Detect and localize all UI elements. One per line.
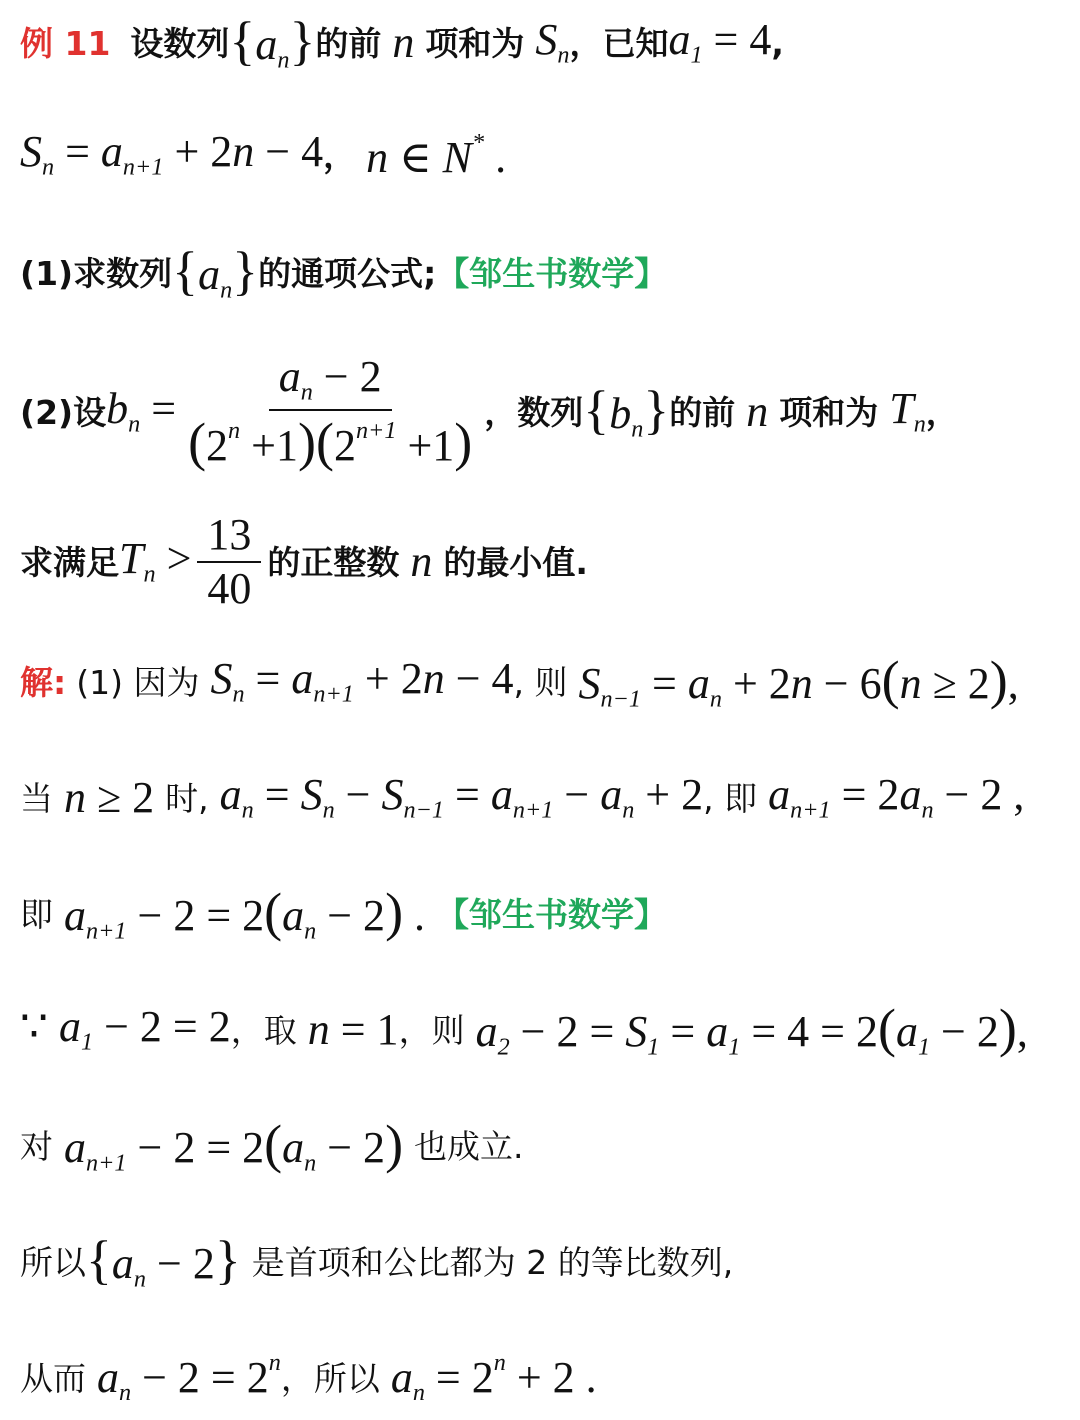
text-2a: ， [323, 135, 357, 175]
math-s5-eq: $a_{n+1} - 2 = 2(a_n - 2)$ [64, 1113, 404, 1177]
math-tn-gt: $T_n$ > [119, 534, 192, 588]
s5-a: 对 [20, 1126, 53, 1166]
math-s7-eq2: $a_n = 2^n + 2$ . [390, 1348, 597, 1407]
q2b-b: 的正整数 [267, 542, 400, 582]
question-2 [20, 352, 1064, 472]
math-s4-n: n = 1 [307, 1005, 399, 1054]
q1-tail: 的通项公式; [258, 253, 437, 293]
example-label: 例 11 [20, 23, 111, 63]
q1-number: (1) [20, 253, 74, 293]
solution-line-7 [20, 1350, 1064, 1406]
s5-b: 也成立. [414, 1126, 524, 1166]
q2-b: 的前 [669, 392, 736, 432]
s6-a: 所以 [20, 1242, 86, 1282]
q2-mid: ，数列 [484, 392, 584, 432]
math-s6-set: $\{a_n - 2\}$ [86, 1229, 241, 1293]
text-1a: 设数列 [130, 23, 230, 63]
math-bn-eq: $b_n$ = [106, 384, 177, 438]
math-recurrence: $S_n = a_{n+1} + 2n - 4$ [20, 127, 324, 181]
watermark-1: 【邹生书数学】 [436, 253, 668, 293]
math-n-q2: n [735, 387, 780, 436]
math-s2-n: n ≥ 2 [64, 773, 166, 822]
s1-b: , 则 [513, 662, 568, 702]
s2-b: 时, [165, 778, 209, 818]
math-s7-eq1: $a_n - 2 = 2^n$ [97, 1348, 281, 1407]
math-s3-eq: $a_{n+1} - 2 = 2(a_n - 2)$ . [64, 881, 437, 945]
solution-line-6 [20, 1229, 1064, 1293]
math-bn-fraction: $\frac{a_n - 2}{(2^n +1)(2^{n+1} +1)}$ [188, 352, 473, 472]
math-n-in-N: n ∈ N* . [366, 128, 507, 182]
solution-label: 解: [20, 662, 67, 702]
question-1 [20, 240, 1064, 304]
s2-c: , 即 [703, 778, 758, 818]
math-s2-eq1: $a_n = S_n - S_{n-1} = a_{n+1} - a_n + 2$ [219, 770, 704, 824]
question-2-cont [20, 512, 1064, 612]
text-1b: 的前 [315, 23, 382, 63]
solution-line-1 [20, 649, 1064, 713]
math-s1-eq1: $S_n = a_{n+1} + 2n - 4$ [210, 654, 514, 708]
problem-line-2 [20, 128, 1064, 182]
math-a1-eq-4: $a_1 = 4$ [668, 15, 772, 69]
math-set-an-q1: $\{a_n\}$ [172, 240, 259, 304]
problem-line-1: 例 11 设数列 $\{a_n\}$ 的前 n 项和为 $S_n$ ，已知 $a_1 = 4$ , [20, 10, 784, 74]
text-1c: 项和为 [425, 23, 525, 63]
math-frac-13-40 [197, 510, 261, 613]
solution-line-3 [20, 881, 1064, 945]
s4-b: ，取 [230, 1010, 297, 1050]
math-sn: $S_n$ [535, 15, 570, 69]
q2-c: 项和为 [779, 392, 879, 432]
q2b-c: 的最小值. [443, 542, 588, 582]
frac-numerator: 13 [197, 513, 261, 563]
solution-line-2 [20, 770, 1064, 826]
math-s4-eq2: $a_2 - 2 = S_1 = a_1 = 4 = 2(a_1 - 2)$, [475, 997, 1028, 1061]
text-1d: ，已知 [569, 23, 669, 63]
q2b-a: 求满足 [20, 542, 119, 582]
s1-a: (1) 因为 [76, 662, 200, 702]
q2-set: 设 [73, 392, 107, 432]
watermark-2: 【邹生书数学】 [436, 894, 668, 934]
math-n-q2b: n [399, 537, 444, 586]
math-s2-eq2: $a_{n+1} = 2a_n - 2$ , [768, 770, 1025, 824]
frac-denominator: 40 [207, 564, 252, 613]
s7-b: ，所以 [280, 1358, 380, 1398]
solution-line-4 [20, 997, 1064, 1061]
s3-a: 即 [20, 894, 53, 934]
math-n: n [381, 18, 426, 67]
math-set-an: $\{a_n\}$ [229, 10, 316, 74]
math-s4-eq1: ∵ $a_1 - 2 = 2$ [20, 1002, 231, 1056]
q2-number: (2) [20, 392, 74, 432]
q2-end: ， [925, 392, 959, 432]
s4-c: ，则 [398, 1010, 465, 1050]
s7-a: 从而 [20, 1358, 86, 1398]
math-tn: $T_n$ [889, 384, 926, 438]
math-set-bn: $\{b_n\}$ [583, 379, 670, 443]
s6-b: 是首项和公比都为 2 的等比数列, [251, 1242, 734, 1282]
q1-text: 求数列 [73, 253, 173, 293]
math-s1-eq2: $S_{n-1} = a_n + 2n - 6(n \ge 2)$, [578, 649, 1019, 713]
s2-a: 当 [20, 778, 53, 818]
solution-line-5 [20, 1113, 1064, 1177]
